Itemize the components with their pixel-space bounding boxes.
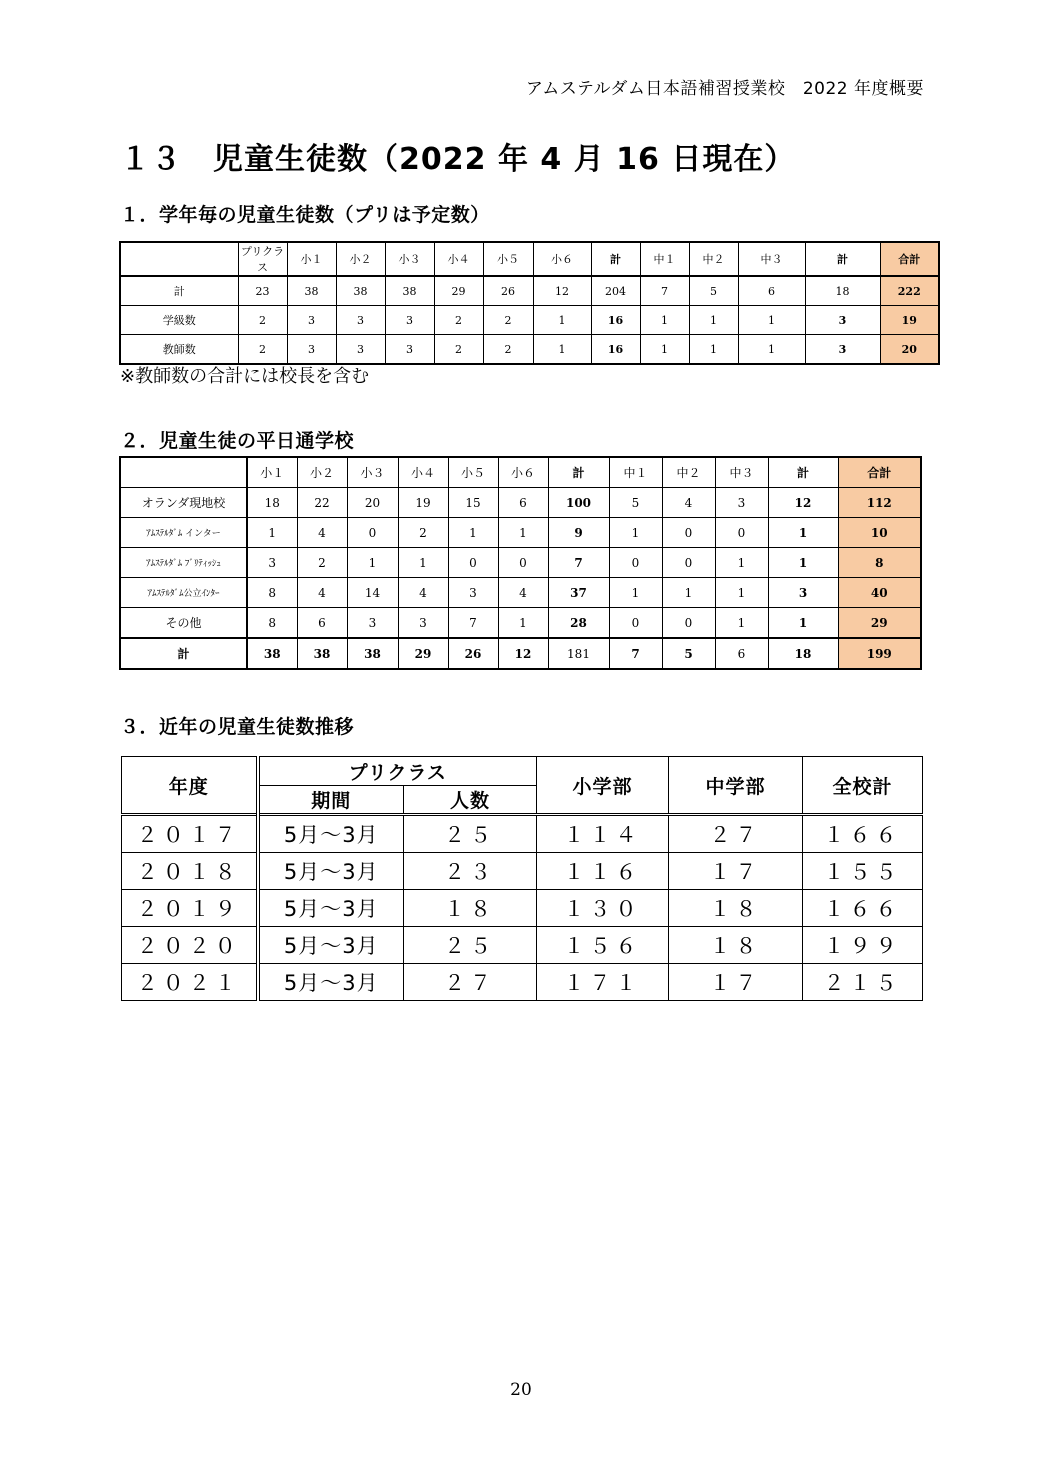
- table-cell: 1: [247, 518, 297, 548]
- page-header: アムステルダム日本語補習授業校 2022 年度概要: [525, 79, 924, 99]
- table-row: [122, 890, 923, 927]
- table-cell: 0: [662, 608, 715, 639]
- table-cell: 3: [768, 578, 838, 608]
- table-cell: 20: [347, 488, 398, 518]
- table-cell: 4: [498, 578, 548, 608]
- table-cell: 18: [247, 488, 297, 518]
- header-cell: 小５: [448, 457, 498, 488]
- table-cell: 4: [398, 578, 448, 608]
- table-header-row: [122, 757, 923, 786]
- table-cell: 18: [768, 638, 838, 669]
- period-cell: 5月～3月: [258, 927, 404, 964]
- table-cell: 204: [591, 276, 640, 306]
- table-cell: 8: [247, 578, 297, 608]
- grand-total-cell: 8: [838, 548, 921, 578]
- table-cell: 8: [247, 608, 297, 639]
- header-cell: 計: [805, 242, 880, 276]
- table-cell: 1: [715, 548, 768, 578]
- table-cell: 12: [498, 638, 548, 669]
- table-cell: 3: [398, 608, 448, 639]
- header-cell: 小２: [336, 242, 385, 276]
- table-cell: 28: [548, 608, 609, 639]
- table-cell: 1: [533, 335, 591, 365]
- table-cell: 14: [347, 578, 398, 608]
- header-cell: 小２: [297, 457, 347, 488]
- table-cell: 1: [498, 608, 548, 639]
- table-total-row: [120, 638, 921, 669]
- junior-cell: １８: [669, 890, 803, 927]
- table-cell: 2: [297, 548, 347, 578]
- table-cell: 19: [398, 488, 448, 518]
- table-cell: 2: [238, 306, 287, 335]
- table-cell: 12: [768, 488, 838, 518]
- table-cell: 3: [287, 335, 336, 365]
- table-cell: 2: [398, 518, 448, 548]
- page-title: １３ 児童生徒数（2022 年 4 月 16 日現在）: [120, 142, 796, 177]
- table-cell: 0: [662, 518, 715, 548]
- total-cell: １５５: [803, 853, 923, 890]
- header-cell: 中３: [715, 457, 768, 488]
- row-label: 教師数: [120, 335, 238, 365]
- year-cell: ２０２１: [122, 964, 258, 1001]
- year-cell: ２０１９: [122, 890, 258, 927]
- row-label: その他: [120, 608, 247, 639]
- header-cell: 小６: [498, 457, 548, 488]
- table-cell: 1: [609, 518, 662, 548]
- table-cell: 2: [238, 335, 287, 365]
- table-cell: 3: [805, 306, 880, 335]
- table-cell: 5: [662, 638, 715, 669]
- table-cell: 3: [247, 548, 297, 578]
- table-row: [120, 578, 921, 608]
- header-cell: 小１: [287, 242, 336, 276]
- header-cell: 計: [548, 457, 609, 488]
- elementary-cell: １５６: [537, 927, 669, 964]
- row-label: ｱﾑｽﾃﾙﾀﾞﾑ公立ｲﾝﾀｰ: [120, 578, 247, 608]
- period-cell: 5月～3月: [258, 964, 404, 1001]
- table-row: [120, 548, 921, 578]
- row-label: 計: [120, 276, 238, 306]
- total-cell: ２１５: [803, 964, 923, 1001]
- table-cell: 1: [689, 335, 738, 365]
- table-row: [120, 488, 921, 518]
- header-cell: [120, 242, 238, 276]
- table-cell: 18: [805, 276, 880, 306]
- table-cell: 1: [715, 578, 768, 608]
- grand-total-cell: 40: [838, 578, 921, 608]
- section3-heading: ３．近年の児童生徒数推移: [120, 716, 355, 738]
- table-cell: 0: [448, 548, 498, 578]
- header-elementary: 小学部: [537, 757, 669, 815]
- table-row: [122, 853, 923, 890]
- row-label: オランダ現地校: [120, 488, 247, 518]
- table-cell: 3: [385, 306, 434, 335]
- grand-total-cell: 112: [838, 488, 921, 518]
- header-cell: 小３: [347, 457, 398, 488]
- table-cell: 2: [483, 306, 533, 335]
- header-cell: 小４: [398, 457, 448, 488]
- table-cell: 5: [609, 488, 662, 518]
- table-cell: 1: [715, 608, 768, 639]
- table-cell: 15: [448, 488, 498, 518]
- table-cell: 0: [609, 548, 662, 578]
- count-cell: １８: [404, 890, 537, 927]
- row-label: 学級数: [120, 306, 238, 335]
- table-cell: 1: [498, 518, 548, 548]
- row-label: 計: [120, 638, 247, 669]
- total-cell: １６６: [803, 815, 923, 853]
- table-row: [120, 276, 939, 306]
- header-cell: 小３: [385, 242, 434, 276]
- row-label: ｱﾑｽﾃﾙﾀﾞﾑ ﾌﾞﾘﾃｨｯｼｭ: [120, 548, 247, 578]
- table-cell: 1: [738, 335, 805, 365]
- table-cell: 3: [385, 335, 434, 365]
- count-cell: ２３: [404, 853, 537, 890]
- header-year: 年度: [122, 757, 258, 815]
- table-cell: 0: [498, 548, 548, 578]
- grand-total-cell: 19: [880, 306, 939, 335]
- junior-cell: １７: [669, 964, 803, 1001]
- table-cell: 3: [347, 608, 398, 639]
- table-row: [120, 306, 939, 335]
- header-cell: 小６: [533, 242, 591, 276]
- table-row: [122, 964, 923, 1001]
- table-row: [122, 927, 923, 964]
- elementary-cell: １１４: [537, 815, 669, 853]
- weekday-school-table: [119, 456, 922, 670]
- header-cell: 合計: [880, 242, 939, 276]
- table-cell: 2: [483, 335, 533, 365]
- count-cell: ２５: [404, 815, 537, 853]
- table-cell: 1: [662, 578, 715, 608]
- header-cell: 中１: [640, 242, 689, 276]
- table-cell: 1: [640, 306, 689, 335]
- table-cell: 4: [297, 578, 347, 608]
- grand-total-cell: 199: [838, 638, 921, 669]
- table-cell: 4: [297, 518, 347, 548]
- table-cell: 7: [548, 548, 609, 578]
- header-cell: [120, 457, 247, 488]
- table-cell: 26: [483, 276, 533, 306]
- table-cell: 0: [609, 608, 662, 639]
- table-cell: 3: [287, 306, 336, 335]
- year-cell: ２０１８: [122, 853, 258, 890]
- table-cell: 9: [548, 518, 609, 548]
- total-cell: １６６: [803, 890, 923, 927]
- table-cell: 26: [448, 638, 498, 669]
- table-cell: 6: [498, 488, 548, 518]
- period-cell: 5月～3月: [258, 815, 404, 853]
- elementary-cell: １７１: [537, 964, 669, 1001]
- header-cell: 小１: [247, 457, 297, 488]
- section2-heading: ２．児童生徒の平日通学校: [120, 430, 355, 452]
- table-cell: 181: [548, 638, 609, 669]
- header-period: 期間: [258, 786, 404, 815]
- table-cell: 29: [398, 638, 448, 669]
- table-cell: 1: [768, 548, 838, 578]
- table-cell: 7: [609, 638, 662, 669]
- table-cell: 23: [238, 276, 287, 306]
- table-cell: 1: [533, 306, 591, 335]
- table-row: [122, 815, 923, 853]
- elementary-cell: １３０: [537, 890, 669, 927]
- junior-cell: ２７: [669, 815, 803, 853]
- total-cell: １９９: [803, 927, 923, 964]
- table-cell: 1: [768, 518, 838, 548]
- table-cell: 0: [347, 518, 398, 548]
- header-cell: 合計: [838, 457, 921, 488]
- table-cell: 1: [609, 578, 662, 608]
- header-cell: 計: [768, 457, 838, 488]
- table-cell: 4: [662, 488, 715, 518]
- elementary-cell: １１６: [537, 853, 669, 890]
- table-cell: 3: [805, 335, 880, 365]
- table-cell: 7: [640, 276, 689, 306]
- year-cell: ２０１７: [122, 815, 258, 853]
- table-cell: 1: [689, 306, 738, 335]
- table-cell: 38: [347, 638, 398, 669]
- header-cell: 中２: [662, 457, 715, 488]
- table-cell: 1: [640, 335, 689, 365]
- table-cell: 1: [448, 518, 498, 548]
- grand-total-cell: 29: [838, 608, 921, 639]
- header-cell: 小５: [483, 242, 533, 276]
- table-cell: 100: [548, 488, 609, 518]
- table-cell: 3: [715, 488, 768, 518]
- period-cell: 5月～3月: [258, 853, 404, 890]
- table-cell: 37: [548, 578, 609, 608]
- header-count: 人数: [404, 786, 537, 815]
- count-cell: ２７: [404, 964, 537, 1001]
- table-cell: 1: [347, 548, 398, 578]
- header-cell: 中１: [609, 457, 662, 488]
- count-cell: ２５: [404, 927, 537, 964]
- header-cell: 小４: [434, 242, 483, 276]
- table-cell: 5: [689, 276, 738, 306]
- table-cell: 1: [398, 548, 448, 578]
- table-cell: 16: [591, 306, 640, 335]
- table-cell: 3: [336, 335, 385, 365]
- year-cell: ２０２０: [122, 927, 258, 964]
- junior-cell: １８: [669, 927, 803, 964]
- enrollment-trend-table: [121, 756, 923, 1001]
- grand-total-cell: 222: [880, 276, 939, 306]
- header-cell: 中２: [689, 242, 738, 276]
- table-cell: 6: [715, 638, 768, 669]
- table-cell: 7: [448, 608, 498, 639]
- table-header-row: [120, 242, 939, 276]
- table-cell: 38: [287, 276, 336, 306]
- table-row: [120, 518, 921, 548]
- table-cell: 6: [297, 608, 347, 639]
- table-cell: 1: [768, 608, 838, 639]
- table-cell: 0: [662, 548, 715, 578]
- table-cell: 22: [297, 488, 347, 518]
- grand-total-cell: 20: [880, 335, 939, 365]
- table-cell: 3: [336, 306, 385, 335]
- table-cell: 16: [591, 335, 640, 365]
- header-total: 全校計: [803, 757, 923, 815]
- header-cell: 中３: [738, 242, 805, 276]
- table-row: [120, 608, 921, 639]
- header-pre-class: プリクラス: [258, 757, 537, 786]
- header-cell: プリクラス: [238, 242, 287, 276]
- table-cell: 2: [434, 306, 483, 335]
- grade-count-table: [119, 241, 940, 365]
- period-cell: 5月～3月: [258, 890, 404, 927]
- table-cell: 38: [247, 638, 297, 669]
- table-row: [120, 335, 939, 365]
- header-cell: 計: [591, 242, 640, 276]
- teacher-count-note: ※教師数の合計には校長を含む: [120, 366, 370, 387]
- header-junior: 中学部: [669, 757, 803, 815]
- table-cell: 1: [738, 306, 805, 335]
- table-cell: 38: [336, 276, 385, 306]
- page-number: 20: [510, 1380, 532, 1400]
- table-cell: 0: [715, 518, 768, 548]
- table-cell: 38: [297, 638, 347, 669]
- row-label: ｱﾑｽﾃﾙﾀﾞﾑ インター: [120, 518, 247, 548]
- junior-cell: １７: [669, 853, 803, 890]
- table-cell: 3: [448, 578, 498, 608]
- table-header-row: [120, 457, 921, 488]
- table-cell: 12: [533, 276, 591, 306]
- table-cell: 6: [738, 276, 805, 306]
- grand-total-cell: 10: [838, 518, 921, 548]
- table-cell: 29: [434, 276, 483, 306]
- table-cell: 38: [385, 276, 434, 306]
- section1-heading: １．学年毎の児童生徒数（プリは予定数）: [120, 204, 490, 226]
- table-cell: 2: [434, 335, 483, 365]
